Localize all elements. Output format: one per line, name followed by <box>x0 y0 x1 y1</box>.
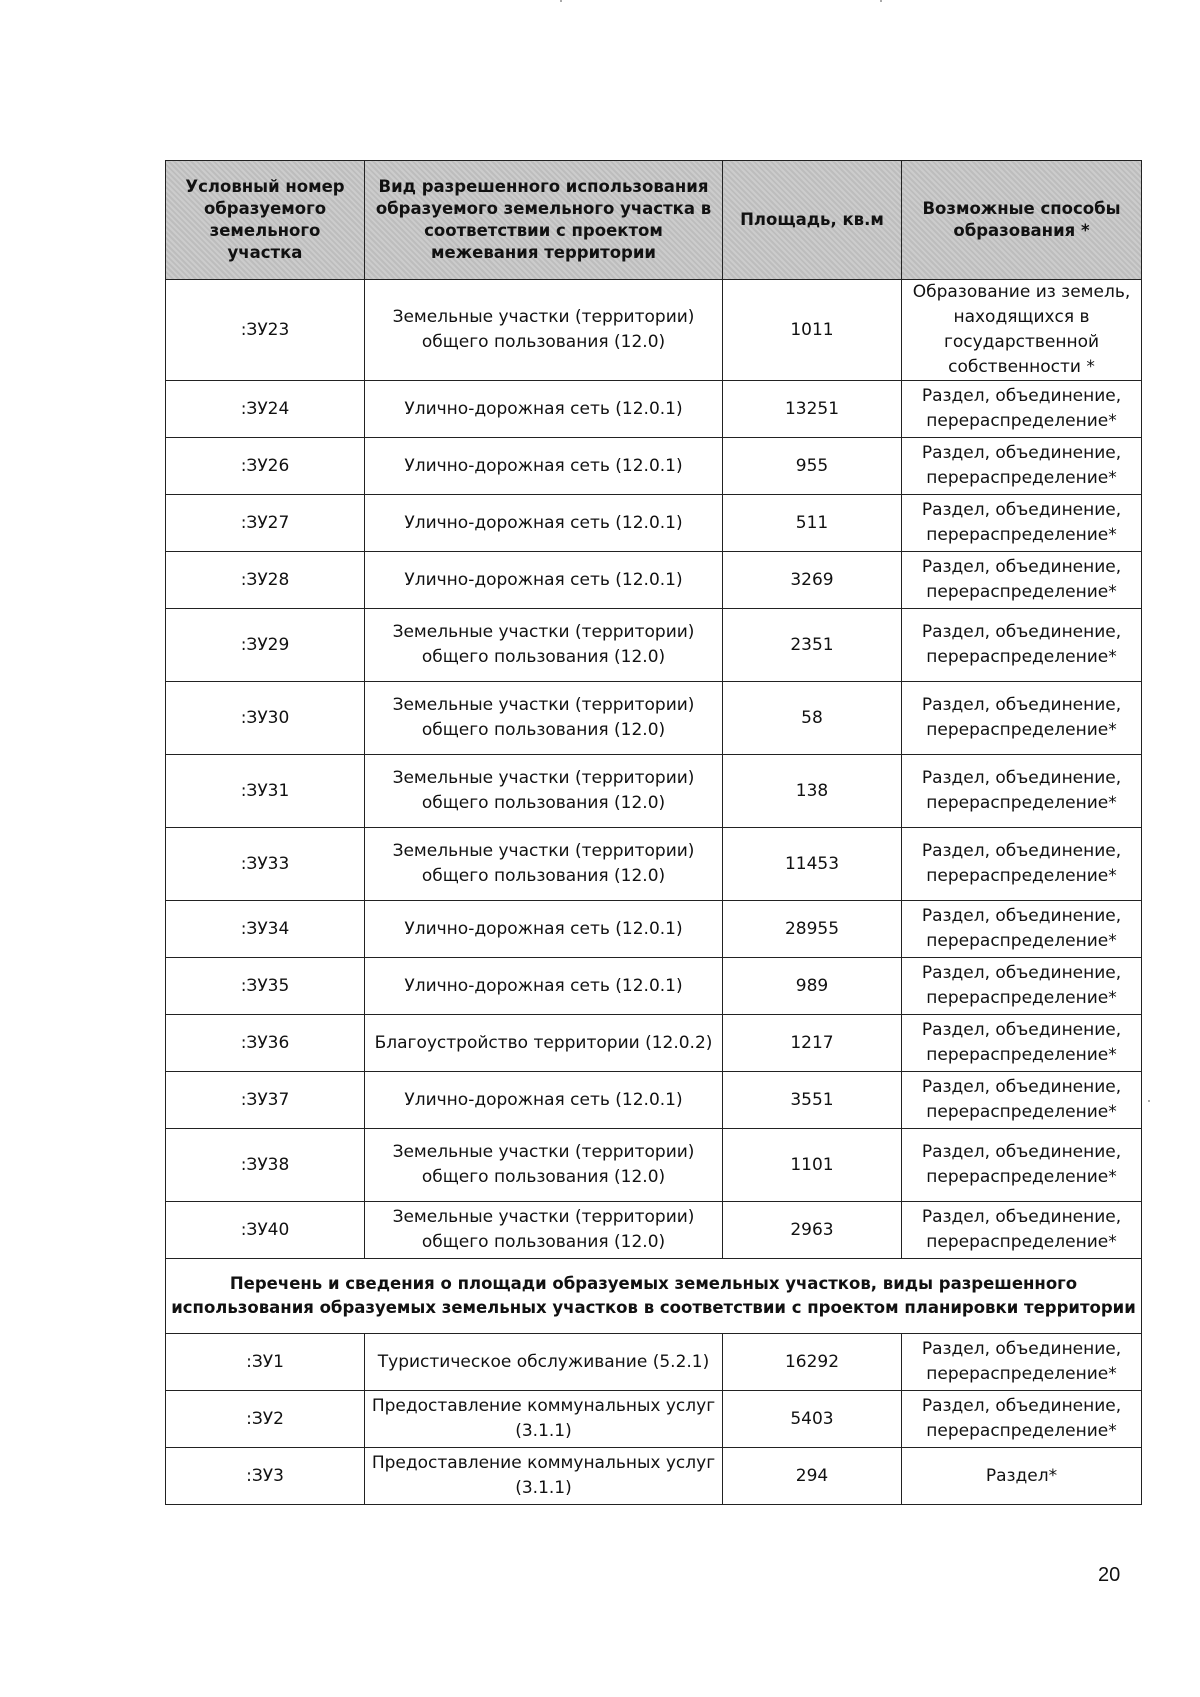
formation-method-cell: Раздел, объединение, перераспределение* <box>902 438 1142 495</box>
table-row <box>166 901 1142 958</box>
permitted-use-cell: Земельные участки (территории) общего пользования (12.0) <box>365 280 723 381</box>
formation-method-cell: Раздел, объединение, перераспределение* <box>902 1334 1142 1391</box>
plot-number-cell: :ЗУ33 <box>166 828 365 901</box>
area-cell: 511 <box>723 495 902 552</box>
permitted-use-cell: Земельные участки (территории) общего пользования (12.0) <box>365 828 723 901</box>
section-title: Перечень и сведения о площади образуемых земельных участков, виды разрешенного использования образуемых земельных участков в соответствии с проектом планировки территории <box>166 1259 1142 1334</box>
permitted-use-cell: Улично-дорожная сеть (12.0.1) <box>365 495 723 552</box>
formation-method-cell: Раздел, объединение, перераспределение* <box>902 1202 1142 1259</box>
table-row <box>166 1391 1142 1448</box>
permitted-use-cell: Благоустройство территории (12.0.2) <box>365 1015 723 1072</box>
area-cell: 3269 <box>723 552 902 609</box>
area-cell: 294 <box>723 1448 902 1505</box>
plot-number-cell: :ЗУ23 <box>166 280 365 381</box>
permitted-use-cell: Улично-дорожная сеть (12.0.1) <box>365 552 723 609</box>
formation-method-cell: Раздел, объединение, перераспределение* <box>902 1391 1142 1448</box>
scan-dot <box>1148 1100 1150 1102</box>
plot-number-cell: :ЗУ28 <box>166 552 365 609</box>
permitted-use-cell: Улично-дорожная сеть (12.0.1) <box>365 958 723 1015</box>
area-cell: 11453 <box>723 828 902 901</box>
area-cell: 1011 <box>723 280 902 381</box>
permitted-use-cell: Земельные участки (территории) общего пользования (12.0) <box>365 755 723 828</box>
area-cell: 16292 <box>723 1334 902 1391</box>
table-row <box>166 495 1142 552</box>
formation-method-cell: Раздел, объединение, перераспределение* <box>902 901 1142 958</box>
area-cell: 989 <box>723 958 902 1015</box>
formation-method-cell: Раздел, объединение, перераспределение* <box>902 552 1142 609</box>
formation-method-cell: Раздел, объединение, перераспределение* <box>902 682 1142 755</box>
table-row <box>166 755 1142 828</box>
plot-number-cell: :ЗУ36 <box>166 1015 365 1072</box>
plot-number-cell: :ЗУ2 <box>166 1391 365 1448</box>
area-cell: 13251 <box>723 381 902 438</box>
table-row <box>166 381 1142 438</box>
permitted-use-cell: Туристическое обслуживание (5.2.1) <box>365 1334 723 1391</box>
area-cell: 28955 <box>723 901 902 958</box>
permitted-use-cell: Предоставление коммунальных услуг (3.1.1) <box>365 1448 723 1505</box>
permitted-use-cell: Предоставление коммунальных услуг (3.1.1) <box>365 1391 723 1448</box>
formation-method-cell: Раздел, объединение, перераспределение* <box>902 828 1142 901</box>
plot-number-cell: :ЗУ29 <box>166 609 365 682</box>
permitted-use-cell: Земельные участки (территории) общего пользования (12.0) <box>365 609 723 682</box>
table-row <box>166 1448 1142 1505</box>
plot-number-cell: :ЗУ34 <box>166 901 365 958</box>
section-row <box>166 1259 1142 1334</box>
table-body <box>166 280 1142 1505</box>
table-row <box>166 1129 1142 1202</box>
area-cell: 1101 <box>723 1129 902 1202</box>
formation-method-cell: Раздел, объединение, перераспределение* <box>902 1129 1142 1202</box>
area-cell: 1217 <box>723 1015 902 1072</box>
permitted-use-cell: Земельные участки (территории) общего пользования (12.0) <box>365 1129 723 1202</box>
area-cell: 2351 <box>723 609 902 682</box>
permitted-use-cell: Улично-дорожная сеть (12.0.1) <box>365 381 723 438</box>
formation-method-cell: Раздел, объединение, перераспределение* <box>902 1072 1142 1129</box>
page-number: 20 <box>1098 1564 1121 1586</box>
permitted-use-cell: Улично-дорожная сеть (12.0.1) <box>365 901 723 958</box>
area-cell: 138 <box>723 755 902 828</box>
plot-number-cell: :ЗУ37 <box>166 1072 365 1129</box>
header-permitted-use: Вид разрешенного использования образуемого земельного участка в соответствии с проектом межевания территории <box>365 161 723 280</box>
table-row <box>166 280 1142 381</box>
area-cell: 5403 <box>723 1391 902 1448</box>
formation-method-cell: Раздел, объединение, перераспределение* <box>902 755 1142 828</box>
formation-method-cell: Раздел, объединение, перераспределение* <box>902 495 1142 552</box>
table-row <box>166 682 1142 755</box>
plot-number-cell: :ЗУ40 <box>166 1202 365 1259</box>
permitted-use-cell: Улично-дорожная сеть (12.0.1) <box>365 438 723 495</box>
table-row <box>166 828 1142 901</box>
plot-number-cell: :ЗУ26 <box>166 438 365 495</box>
plot-number-cell: :ЗУ27 <box>166 495 365 552</box>
scan-dot <box>880 0 882 2</box>
area-cell: 3551 <box>723 1072 902 1129</box>
scan-dot <box>560 0 562 2</box>
area-cell: 58 <box>723 682 902 755</box>
table-row <box>166 1015 1142 1072</box>
table-row <box>166 1072 1142 1129</box>
plot-number-cell: :ЗУ31 <box>166 755 365 828</box>
plot-number-cell: :ЗУ30 <box>166 682 365 755</box>
header-plot-number: Условный номер образуемого земельного участка <box>166 161 365 280</box>
table-row <box>166 958 1142 1015</box>
formation-method-cell: Раздел* <box>902 1448 1142 1505</box>
plot-number-cell: :ЗУ1 <box>166 1334 365 1391</box>
formation-method-cell: Раздел, объединение, перераспределение* <box>902 381 1142 438</box>
formation-method-cell: Раздел, объединение, перераспределение* <box>902 958 1142 1015</box>
plot-number-cell: :ЗУ3 <box>166 1448 365 1505</box>
table-row <box>166 552 1142 609</box>
permitted-use-cell: Земельные участки (территории) общего пользования (12.0) <box>365 682 723 755</box>
formation-method-cell: Раздел, объединение, перераспределение* <box>902 1015 1142 1072</box>
table-row <box>166 438 1142 495</box>
permitted-use-cell: Земельные участки (территории) общего пользования (12.0) <box>365 1202 723 1259</box>
permitted-use-cell: Улично-дорожная сеть (12.0.1) <box>365 1072 723 1129</box>
table-row <box>166 1202 1142 1259</box>
header-area: Площадь, кв.м <box>723 161 902 280</box>
header-formation-methods: Возможные способы образования * <box>902 161 1142 280</box>
area-cell: 2963 <box>723 1202 902 1259</box>
table-row <box>166 609 1142 682</box>
formation-method-cell: Образование из земель, находящихся в государственной собственности * <box>902 280 1142 381</box>
formation-method-cell: Раздел, объединение, перераспределение* <box>902 609 1142 682</box>
land-plots-table <box>165 160 1142 1505</box>
plot-number-cell: :ЗУ35 <box>166 958 365 1015</box>
table-header-row <box>166 161 1142 280</box>
table-row <box>166 1334 1142 1391</box>
plot-number-cell: :ЗУ24 <box>166 381 365 438</box>
plot-number-cell: :ЗУ38 <box>166 1129 365 1202</box>
area-cell: 955 <box>723 438 902 495</box>
